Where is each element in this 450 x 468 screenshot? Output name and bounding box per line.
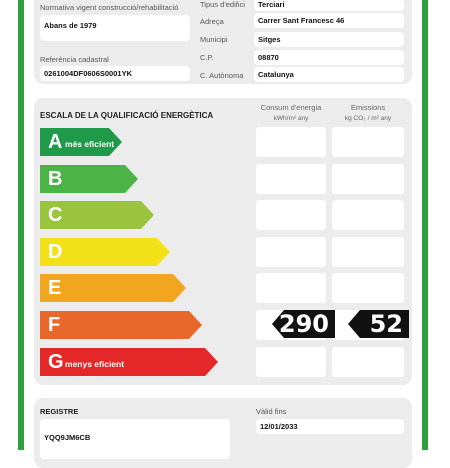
emissions-header: Emissions xyxy=(350,103,386,112)
energy-class-letter: B xyxy=(48,168,63,190)
energy-class-letter: F xyxy=(48,314,61,336)
municipi-label: Municipi xyxy=(200,35,228,44)
registre-panel xyxy=(34,398,412,468)
valid-value: 12/01/2033 xyxy=(256,419,404,434)
cp-value: 08870 xyxy=(254,50,404,65)
consum-cell xyxy=(256,200,326,230)
consum-cell xyxy=(256,164,326,194)
registre-value: YQQ9JM6CB xyxy=(40,419,230,459)
energy-class-caption: més eficient xyxy=(65,139,115,149)
consum-cell xyxy=(256,347,326,377)
adreca-value: Carrer Sant Francesc 46 xyxy=(254,13,404,28)
adreca-label: Adreça xyxy=(200,17,224,26)
consum-value: 290 xyxy=(278,310,329,338)
ca-value: Catalunya xyxy=(254,67,404,82)
emissions-cell xyxy=(332,127,404,157)
energy-class-letter: E xyxy=(48,277,62,299)
energy-class-letter: G xyxy=(48,351,64,373)
consum-unit: kWh/m² any xyxy=(273,115,309,122)
energy-class-f-arrow xyxy=(40,311,202,339)
registre-label: REGISTRE xyxy=(40,407,79,416)
normativa-label: Normativa vigent construcció/rehabilitació xyxy=(40,3,179,12)
scale-title: ESCALA DE LA QUALIFICACIÓ ENERGÈTICA xyxy=(40,111,214,120)
emissions-value: 52 xyxy=(369,310,403,338)
emissions-cell xyxy=(332,273,404,303)
referencia-value: 0261004DF0606S0001YK xyxy=(40,66,190,81)
energy-class-e-arrow xyxy=(40,274,186,302)
consum-rating-badge xyxy=(272,310,335,338)
energy-scale-panel xyxy=(34,98,412,385)
emissions-unit: kg CO₂ / m² any xyxy=(344,115,392,122)
energy-class-g-arrow xyxy=(40,348,218,376)
building-info-panel xyxy=(34,0,412,84)
energy-class-c-arrow xyxy=(40,201,154,229)
tipus-label: Tipus d'edifici xyxy=(200,0,245,9)
emissions-cell xyxy=(332,164,404,194)
emissions-cell xyxy=(332,237,404,267)
energy-class-b-arrow xyxy=(40,165,138,193)
consum-header: Consum d'energia xyxy=(260,103,322,112)
municipi-value: Sitges xyxy=(254,32,404,47)
consum-cell xyxy=(256,273,326,303)
referencia-label: Referència cadastral xyxy=(40,55,109,64)
energy-class-d-arrow xyxy=(40,238,170,266)
energy-class-letter: C xyxy=(48,204,63,226)
normativa-value: Abans de 1979 xyxy=(40,15,190,41)
tipus-value: Terciari xyxy=(254,0,404,11)
emissions-rating-badge xyxy=(348,310,409,338)
energy-class-a-arrow xyxy=(40,128,122,156)
ca-label: C. Autònoma xyxy=(200,71,244,80)
consum-cell xyxy=(256,127,326,157)
emissions-cell xyxy=(332,347,404,377)
energy-class-letter: D xyxy=(48,241,63,263)
energy-class-caption: menys eficient xyxy=(65,359,125,369)
consum-cell xyxy=(256,237,326,267)
cp-label: C.P. xyxy=(200,53,214,62)
energy-class-letter: A xyxy=(48,131,63,153)
valid-label: Vàlid fins xyxy=(256,407,287,416)
emissions-cell xyxy=(332,200,404,230)
certificate-frame xyxy=(18,0,428,450)
